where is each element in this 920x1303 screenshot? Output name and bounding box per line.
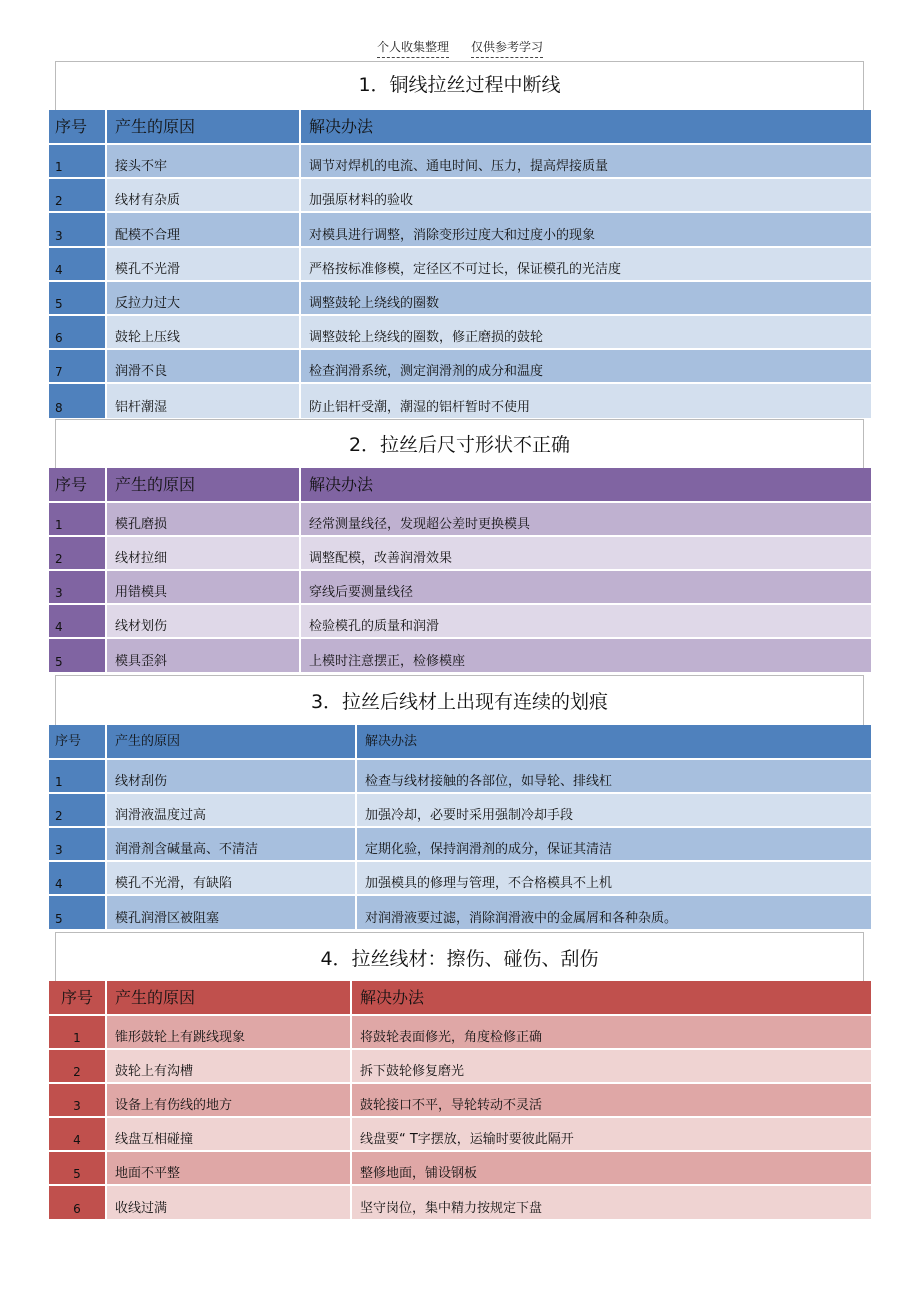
row-solution: 检查润滑系统，测定润滑剂的成分和温度 — [300, 349, 871, 383]
column-header-solution: 解决办法 — [356, 725, 871, 759]
column-header-solution: 解决办法 — [300, 110, 871, 144]
column-header-index: 序号 — [60, 987, 93, 1007]
row-cause: 模孔润滑区被阻塞 — [106, 895, 356, 929]
row-index: 4 — [49, 247, 106, 281]
row-index: 4 — [49, 604, 106, 638]
table-row — [49, 861, 871, 895]
row-index: 5 — [49, 638, 106, 672]
row-cause: 润滑液温度过高 — [106, 793, 356, 827]
row-solution: 加强模具的修理与管理，不合格模具不上机 — [356, 861, 871, 895]
row-solution: 坚守岗位，集中精力按规定下盘 — [351, 1185, 871, 1219]
row-cause: 模孔不光滑，有缺陷 — [106, 861, 356, 895]
row-solution: 防止铝杆受潮，潮湿的铝杆暂时不使用 — [300, 383, 871, 417]
row-index: 1 — [49, 502, 106, 536]
section-size-shape-incorrect — [49, 419, 871, 672]
section-title: 1．铜线拉丝过程中断线 — [55, 61, 864, 110]
table-row — [49, 1185, 871, 1219]
row-cause: 模孔不光滑 — [106, 247, 300, 281]
row-index: 1 — [49, 759, 106, 793]
column-header-cause: 产生的原因 — [106, 981, 351, 1015]
cause-solution-table — [49, 981, 871, 1219]
table-row — [49, 383, 871, 417]
table-row — [49, 570, 871, 604]
row-index: 3 — [49, 1083, 106, 1117]
table-row — [49, 144, 871, 178]
section-title: 2．拉丝后尺寸形状不正确 — [55, 419, 864, 468]
row-solution: 加强冷却，必要时采用强制冷却手段 — [356, 793, 871, 827]
row-solution: 将鼓轮表面修光，角度检修正确 — [351, 1015, 871, 1049]
column-header-solution: 解决办法 — [300, 468, 871, 502]
table-header-row — [49, 110, 871, 144]
row-index: 2 — [49, 536, 106, 570]
row-cause: 润滑剂含碱量高、不清洁 — [106, 827, 356, 861]
row-solution: 调整鼓轮上绕线的圈数，修正磨损的鼓轮 — [300, 315, 871, 349]
table-row — [49, 536, 871, 570]
row-cause: 反拉力过大 — [106, 281, 300, 315]
row-index: 5 — [49, 281, 106, 315]
page-header — [0, 38, 920, 58]
row-index: 2 — [49, 178, 106, 212]
row-cause: 铝杆潮湿 — [106, 383, 300, 417]
row-index: 4 — [49, 1117, 106, 1151]
table-row — [49, 247, 871, 281]
row-cause: 鼓轮上压线 — [106, 315, 300, 349]
row-solution: 上模时注意摆正，检修模座 — [300, 638, 871, 672]
row-solution: 定期化验，保持润滑剂的成分，保证其清洁 — [356, 827, 871, 861]
row-cause: 线材有杂质 — [106, 178, 300, 212]
section-title: 3．拉丝后线材上出现有连续的划痕 — [55, 675, 864, 725]
section-continuous-scratches — [49, 675, 871, 929]
column-header-cause: 产生的原因 — [106, 725, 356, 759]
row-cause: 用错模具 — [106, 570, 300, 604]
row-solution: 鼓轮接口不平，导轮转动不灵活 — [351, 1083, 871, 1117]
table-row — [49, 1151, 871, 1185]
row-index: 5 — [49, 895, 106, 929]
cause-solution-table — [49, 110, 871, 418]
row-cause: 模具歪斜 — [106, 638, 300, 672]
row-cause: 线盘互相碰撞 — [106, 1117, 351, 1151]
row-cause: 配模不合理 — [106, 212, 300, 246]
row-solution: 调节对焊机的电流、通电时间、压力，提高焊接质量 — [300, 144, 871, 178]
table-row — [49, 281, 871, 315]
column-header-solution: 解决办法 — [351, 981, 871, 1015]
row-index: 8 — [49, 383, 106, 417]
row-solution: 调整鼓轮上绕线的圈数 — [300, 281, 871, 315]
table-row — [49, 178, 871, 212]
table-row — [49, 827, 871, 861]
row-index: 6 — [49, 315, 106, 349]
row-solution: 拆下鼓轮修复磨光 — [351, 1049, 871, 1083]
table-row — [49, 212, 871, 246]
column-header-index: 序号 — [55, 474, 88, 494]
row-index: 3 — [49, 570, 106, 604]
header-left-text: 个人收集整理 — [377, 38, 449, 58]
column-header-cause: 产生的原因 — [106, 110, 300, 144]
row-cause: 设备上有伤线的地方 — [106, 1083, 351, 1117]
row-solution: 检验模孔的质量和润滑 — [300, 604, 871, 638]
row-solution: 穿线后要测量线径 — [300, 570, 871, 604]
table-header-row — [49, 981, 871, 1015]
row-index: 7 — [49, 349, 106, 383]
row-cause: 润滑不良 — [106, 349, 300, 383]
row-solution: 对模具进行调整，消除变形过度大和过度小的现象 — [300, 212, 871, 246]
cause-solution-table — [49, 725, 871, 929]
row-cause: 线材划伤 — [106, 604, 300, 638]
table-header-row — [49, 725, 871, 759]
row-cause: 模孔磨损 — [106, 502, 300, 536]
table-row — [49, 793, 871, 827]
section-copper-wire-breakage — [49, 61, 871, 418]
section-abrasion-damage — [49, 932, 871, 1219]
row-cause: 锥形鼓轮上有跳线现象 — [106, 1015, 351, 1049]
table-row — [49, 604, 871, 638]
row-solution: 对润滑液要过滤，消除润滑液中的金属屑和各种杂质。 — [356, 895, 871, 929]
row-solution: 线盘要“ T字摆放，运输时要彼此隔开 — [351, 1117, 871, 1151]
row-index: 5 — [49, 1151, 106, 1185]
column-header-index: 序号 — [55, 116, 88, 136]
row-index: 2 — [49, 1049, 106, 1083]
section-title: 4．拉丝线材：擦伤、碰伤、刮伤 — [55, 932, 864, 981]
table-row — [49, 1049, 871, 1083]
header-right-text: 仅供参考学习 — [471, 38, 543, 58]
table-row — [49, 1015, 871, 1049]
column-header-cause: 产生的原因 — [106, 468, 300, 502]
row-index: 1 — [49, 1015, 106, 1049]
row-solution: 加强原材料的验收 — [300, 178, 871, 212]
table-row — [49, 1083, 871, 1117]
row-solution: 严格按标准修模，定径区不可过长，保证模孔的光洁度 — [300, 247, 871, 281]
row-cause: 接头不牢 — [106, 144, 300, 178]
row-cause: 鼓轮上有沟槽 — [106, 1049, 351, 1083]
row-solution: 调整配模，改善润滑效果 — [300, 536, 871, 570]
row-cause: 线材刮伤 — [106, 759, 356, 793]
table-row — [49, 1117, 871, 1151]
row-index: 2 — [49, 793, 106, 827]
row-solution: 检查与线材接触的各部位，如导轮、排线杠 — [356, 759, 871, 793]
table-row — [49, 759, 871, 793]
table-row — [49, 502, 871, 536]
table-row — [49, 349, 871, 383]
row-index: 3 — [49, 212, 106, 246]
table-row — [49, 895, 871, 929]
table-row — [49, 315, 871, 349]
row-index: 1 — [49, 144, 106, 178]
row-cause: 收线过满 — [106, 1185, 351, 1219]
row-index: 3 — [49, 827, 106, 861]
column-header-index: 序号 — [55, 733, 82, 749]
row-index: 6 — [49, 1185, 106, 1219]
cause-solution-table — [49, 468, 871, 672]
table-row — [49, 638, 871, 672]
row-solution: 整修地面，铺设钢板 — [351, 1151, 871, 1185]
row-cause: 地面不平整 — [106, 1151, 351, 1185]
table-header-row — [49, 468, 871, 502]
row-index: 4 — [49, 861, 106, 895]
row-solution: 经常测量线径，发现超公差时更换模具 — [300, 502, 871, 536]
row-cause: 线材拉细 — [106, 536, 300, 570]
